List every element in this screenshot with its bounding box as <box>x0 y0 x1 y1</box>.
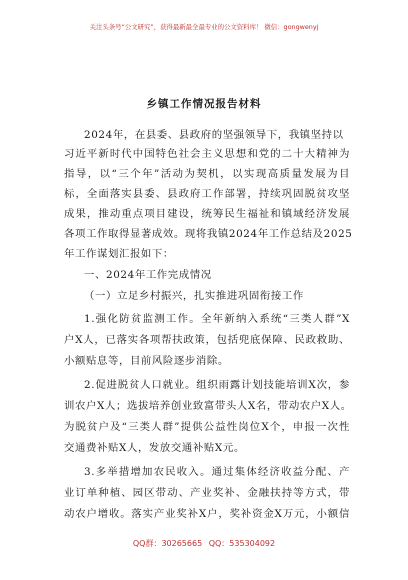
body-line: 指导，以“三个年”活动为契机，以实现高质量发展为目 <box>64 168 350 180</box>
subsection-heading: （一）立足乡村振兴，扎实推进巩固衔接工作 <box>84 290 304 302</box>
body-line: 标，全面落实县委、县政府工作部署，持续巩固脱贫攻坚 <box>64 188 350 200</box>
body-line: 2.促进脱贫人口就业。组织雨露计划技能培训X次，参 <box>84 379 350 391</box>
body-line: 3.多举措增加农民收入。通过集体经济收益分配、产 <box>84 466 350 478</box>
body-line: 成果，推动重点项目建设，统筹民生福祉和镇域经济发展 <box>64 208 350 220</box>
body-line: 习近平新时代中国特色社会主义思想和党的二十大精神为 <box>64 148 350 160</box>
body-line: 2024年，在县委、县政府的坚强领导下，我镇坚持以 <box>84 129 344 141</box>
body-line: 小额贴息等，目前风险逐步消除。 <box>64 355 229 367</box>
body-line: 户X人，已落实各项帮扶政策，包括兜底保障、民政救助、 <box>64 334 350 346</box>
body-line: 业订单种植、园区带动、产业奖补、金融扶持等方式，带 <box>64 487 350 499</box>
body-line: 交通费补贴X人，发放交通补贴X元。 <box>64 442 245 454</box>
footer-contact: QQ群：30265665 QQ：535304092 <box>132 539 276 548</box>
body-line: 训农户X人；选拔培养创业致富带头人X名，带动农户X人。 <box>64 400 352 412</box>
section-heading: 一、2024年工作完成情况 <box>84 269 212 281</box>
body-line: 各项工作取得显著成效。现将我镇2024年工作总结及2025 <box>64 228 353 240</box>
document-title: 乡镇工作情况报告材料 <box>146 98 262 110</box>
body-line: 年工作谋划汇报如下： <box>64 248 174 260</box>
header-note: 关注头条号“公文研究”，获得最新最全最专业的公文资料库！ 微信：gongwenyj <box>89 23 319 31</box>
body-line: 动农户增收。落实产业奖补X户，奖补资金X万元，小额信 <box>64 508 350 520</box>
body-line: 为脱贫户及“三类人群”提供公益性岗位X个，申报一次性 <box>64 421 350 433</box>
body-line: 1.强化防贫监测工作。全年新纳入系统“三类人群”X <box>84 313 350 325</box>
